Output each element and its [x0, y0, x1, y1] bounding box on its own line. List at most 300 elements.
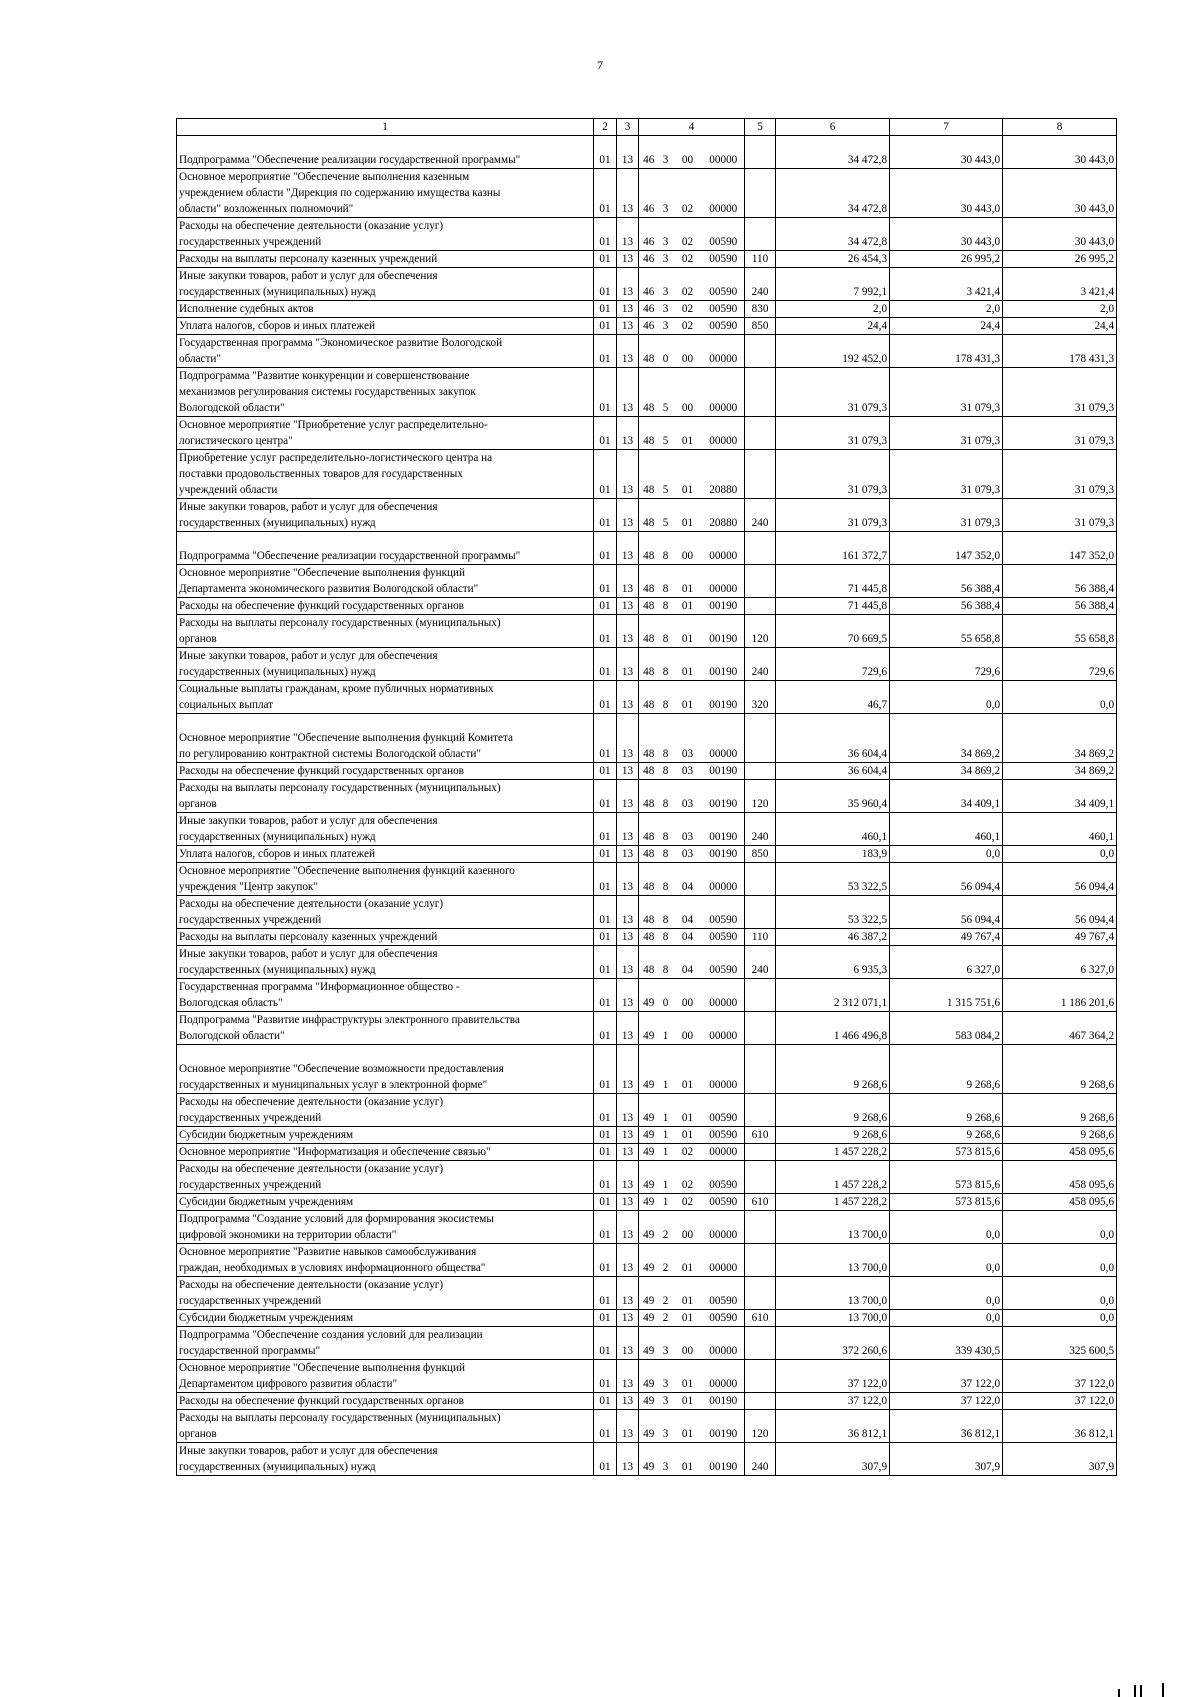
razdel-cell: 01 [594, 532, 617, 565]
item-name-line: Расходы на выплаты персоналу казенных учреждений [179, 253, 438, 265]
event-code-cell: 01 [673, 1045, 703, 1094]
item-name-line: Расходы на обеспечение функций государственных органов [179, 600, 464, 612]
item-name-cell [177, 318, 594, 335]
event-code-cell: 01 [673, 565, 703, 598]
expense-type-cell [745, 1012, 776, 1045]
podrazdel-cell: 13 [617, 1277, 639, 1310]
amount-col7-cell: 34 869,2 [890, 763, 1003, 780]
item-name-line: Основное мероприятие "Обеспечение выполнения функций Комитета [179, 732, 514, 744]
item-name-line: Подпрограмма "Обеспечение создания условий для реализации [179, 1329, 483, 1341]
header-cell-6: 6 [776, 119, 890, 136]
item-name-cell [177, 218, 594, 251]
amount-col7-cell: 31 079,3 [890, 368, 1003, 417]
expense-type-cell [745, 1211, 776, 1244]
program-code-cell: 49 [639, 1127, 659, 1144]
expense-type-cell [745, 598, 776, 615]
item-name-line: Подпрограмма "Развитие инфраструктуры электронного правительства [179, 1014, 520, 1026]
amount-col8-cell: 0,0 [1003, 1277, 1117, 1310]
amount-col8-cell: 55 658,8 [1003, 615, 1117, 648]
subprogram-code-cell: 5 [659, 450, 673, 499]
razdel-cell: 01 [594, 863, 617, 896]
amount-col8-cell: 0,0 [1003, 1244, 1117, 1277]
podrazdel-cell: 13 [617, 863, 639, 896]
amount-col6-cell: 307,9 [776, 1443, 890, 1476]
amount-col7-cell: 178 431,3 [890, 335, 1003, 368]
razdel-cell: 01 [594, 335, 617, 368]
item-name-line: Расходы на обеспечение функций государственных органов [179, 1395, 464, 1407]
program-code-cell: 48 [639, 450, 659, 499]
event-code-cell: 02 [673, 251, 703, 268]
podrazdel-cell: 13 [617, 136, 639, 169]
expense-type-cell [745, 368, 776, 417]
event-code-cell: 02 [673, 218, 703, 251]
table-row [177, 450, 1117, 499]
amount-col7-cell: 573 815,6 [890, 1144, 1003, 1161]
item-name-line: Расходы на выплаты персоналу государственных (муниципальных) [179, 1412, 501, 1424]
razdel-cell: 01 [594, 714, 617, 763]
razdel-cell: 01 [594, 1327, 617, 1360]
table-row [177, 368, 1117, 417]
direction-code-cell: 20880 [703, 450, 745, 499]
item-name-line: Подпрограмма "Создание условий для формирования экосистемы [179, 1213, 494, 1225]
podrazdel-cell: 13 [617, 1327, 639, 1360]
event-code-cell: 03 [673, 846, 703, 863]
item-name-cell [177, 1144, 594, 1161]
amount-col7-cell: 56 094,4 [890, 896, 1003, 929]
item-name-cell [177, 615, 594, 648]
subprogram-code-cell: 0 [659, 979, 673, 1012]
podrazdel-cell: 13 [617, 763, 639, 780]
program-code-cell: 48 [639, 532, 659, 565]
subprogram-code-cell: 0 [659, 335, 673, 368]
amount-col7-cell: 56 388,4 [890, 565, 1003, 598]
expense-type-cell [745, 335, 776, 368]
amount-col6-cell: 1 457 228,2 [776, 1144, 890, 1161]
amount-col8-cell: 458 095,6 [1003, 1194, 1117, 1211]
subprogram-code-cell: 8 [659, 763, 673, 780]
event-code-cell: 02 [673, 318, 703, 335]
table-row [177, 565, 1117, 598]
amount-col7-cell: 30 443,0 [890, 218, 1003, 251]
item-name-line: органов [179, 798, 217, 810]
expense-type-cell: 240 [745, 268, 776, 301]
page-number: 7 [597, 58, 603, 72]
item-name-cell [177, 714, 594, 763]
item-name-line: поставки продовольственных товаров для государственных [179, 468, 463, 480]
program-code-cell: 46 [639, 136, 659, 169]
amount-col6-cell: 36 812,1 [776, 1410, 890, 1443]
amount-col8-cell: 30 443,0 [1003, 169, 1117, 218]
event-code-cell: 00 [673, 532, 703, 565]
expense-type-cell [745, 532, 776, 565]
amount-col7-cell: 2,0 [890, 301, 1003, 318]
item-name-line: органов [179, 1428, 217, 1440]
amount-col8-cell: 1 186 201,6 [1003, 979, 1117, 1012]
amount-col8-cell: 36 812,1 [1003, 1410, 1117, 1443]
direction-code-cell: 00590 [703, 929, 745, 946]
expense-type-cell [745, 714, 776, 763]
subprogram-code-cell: 3 [659, 251, 673, 268]
expense-type-cell: 850 [745, 846, 776, 863]
program-code-cell: 49 [639, 1410, 659, 1443]
event-code-cell: 00 [673, 1211, 703, 1244]
header-row [177, 119, 1117, 136]
event-code-cell: 01 [673, 1277, 703, 1310]
amount-col8-cell: 34 869,2 [1003, 763, 1117, 780]
event-code-cell: 03 [673, 780, 703, 813]
program-code-cell: 49 [639, 1094, 659, 1127]
program-code-cell: 48 [639, 565, 659, 598]
program-code-cell: 46 [639, 268, 659, 301]
amount-col6-cell: 13 700,0 [776, 1277, 890, 1310]
program-code-cell: 49 [639, 1443, 659, 1476]
razdel-cell: 01 [594, 1045, 617, 1094]
item-name-cell [177, 979, 594, 1012]
table-row [177, 1194, 1117, 1211]
item-name-line: Иные закупки товаров, работ и услуг для обеспечения [179, 650, 438, 662]
item-name-line: государственных (муниципальных) нужд [179, 1461, 376, 1473]
item-name-line: Исполнение судебных актов [179, 303, 314, 315]
program-code-cell: 48 [639, 780, 659, 813]
amount-col8-cell: 460,1 [1003, 813, 1117, 846]
razdel-cell: 01 [594, 1393, 617, 1410]
amount-col7-cell: 147 352,0 [890, 532, 1003, 565]
podrazdel-cell: 13 [617, 318, 639, 335]
item-name-cell [177, 251, 594, 268]
table-row [177, 1443, 1117, 1476]
program-code-cell: 49 [639, 1310, 659, 1327]
razdel-cell: 01 [594, 896, 617, 929]
table-row [177, 681, 1117, 714]
subprogram-code-cell: 8 [659, 896, 673, 929]
subprogram-code-cell: 3 [659, 1360, 673, 1393]
amount-col8-cell: 37 122,0 [1003, 1360, 1117, 1393]
amount-col6-cell: 372 260,6 [776, 1327, 890, 1360]
podrazdel-cell: 13 [617, 896, 639, 929]
expense-type-cell: 240 [745, 499, 776, 532]
direction-code-cell: 00590 [703, 1277, 745, 1310]
amount-col7-cell: 37 122,0 [890, 1360, 1003, 1393]
event-code-cell: 01 [673, 1094, 703, 1127]
program-code-cell: 48 [639, 929, 659, 946]
item-name-cell [177, 1161, 594, 1194]
item-name-line: Государственная программа "Информационное общество - [179, 981, 460, 993]
scan-mark [1114, 1681, 1174, 1697]
subprogram-code-cell: 2 [659, 1310, 673, 1327]
item-name-line: Расходы на выплаты персоналу государственных (муниципальных) [179, 782, 501, 794]
podrazdel-cell: 13 [617, 251, 639, 268]
item-name-cell [177, 598, 594, 615]
item-name-line: Уплата налогов, сборов и иных платежей [179, 320, 375, 332]
event-code-cell: 02 [673, 268, 703, 301]
item-name-line: Основное мероприятие "Информатизация и обеспечение связью" [179, 1146, 491, 1158]
podrazdel-cell: 13 [617, 1144, 639, 1161]
amount-col6-cell: 2,0 [776, 301, 890, 318]
podrazdel-cell: 13 [617, 1211, 639, 1244]
item-name-cell [177, 1310, 594, 1327]
program-code-cell: 49 [639, 1211, 659, 1244]
direction-code-cell: 00000 [703, 136, 745, 169]
amount-col8-cell: 31 079,3 [1003, 499, 1117, 532]
podrazdel-cell: 13 [617, 1045, 639, 1094]
program-code-cell: 49 [639, 1045, 659, 1094]
item-name-cell [177, 1127, 594, 1144]
amount-col6-cell: 7 992,1 [776, 268, 890, 301]
table-row [177, 1410, 1117, 1443]
razdel-cell: 01 [594, 368, 617, 417]
event-code-cell: 04 [673, 946, 703, 979]
program-code-cell: 48 [639, 648, 659, 681]
program-code-cell: 48 [639, 846, 659, 863]
razdel-cell: 01 [594, 169, 617, 218]
amount-col7-cell: 34 869,2 [890, 714, 1003, 763]
amount-col6-cell: 70 669,5 [776, 615, 890, 648]
expense-type-cell [745, 1144, 776, 1161]
expense-type-cell [745, 1327, 776, 1360]
expense-type-cell [745, 417, 776, 450]
amount-col8-cell: 9 268,6 [1003, 1127, 1117, 1144]
table-row [177, 615, 1117, 648]
program-code-cell: 48 [639, 615, 659, 648]
item-name-line: государственной программы" [179, 1345, 321, 1357]
podrazdel-cell: 13 [617, 1410, 639, 1443]
direction-code-cell: 00190 [703, 1410, 745, 1443]
direction-code-cell: 00590 [703, 1127, 745, 1144]
item-name-cell [177, 863, 594, 896]
event-code-cell: 01 [673, 450, 703, 499]
amount-col6-cell: 31 079,3 [776, 499, 890, 532]
amount-col8-cell: 30 443,0 [1003, 136, 1117, 169]
expense-type-cell: 240 [745, 946, 776, 979]
podrazdel-cell: 13 [617, 417, 639, 450]
item-name-line: государственных (муниципальных) нужд [179, 666, 376, 678]
item-name-line: области" [179, 353, 221, 365]
expense-type-cell: 830 [745, 301, 776, 318]
item-name-line: Расходы на обеспечение деятельности (оказание услуг) [179, 1279, 444, 1291]
event-code-cell: 00 [673, 1012, 703, 1045]
program-code-cell: 46 [639, 169, 659, 218]
subprogram-code-cell: 2 [659, 1211, 673, 1244]
table-row [177, 979, 1117, 1012]
program-code-cell: 48 [639, 863, 659, 896]
podrazdel-cell: 13 [617, 268, 639, 301]
item-name-line: Субсидии бюджетным учреждениям [179, 1196, 354, 1208]
item-name-line: Вологодской области" [179, 1030, 285, 1042]
amount-col7-cell: 0,0 [890, 1310, 1003, 1327]
amount-col7-cell: 0,0 [890, 681, 1003, 714]
subprogram-code-cell: 8 [659, 565, 673, 598]
item-name-line: Приобретение услуг распределительно-логистического центра на [179, 452, 493, 464]
table-row [177, 598, 1117, 615]
amount-col6-cell: 1 457 228,2 [776, 1161, 890, 1194]
amount-col7-cell: 34 409,1 [890, 780, 1003, 813]
razdel-cell: 01 [594, 1310, 617, 1327]
amount-col6-cell: 35 960,4 [776, 780, 890, 813]
podrazdel-cell: 13 [617, 1310, 639, 1327]
direction-code-cell: 00590 [703, 1310, 745, 1327]
table-row [177, 251, 1117, 268]
expense-type-cell [745, 863, 776, 896]
program-code-cell: 48 [639, 813, 659, 846]
table-row [177, 1277, 1117, 1310]
direction-code-cell: 00000 [703, 1144, 745, 1161]
podrazdel-cell: 13 [617, 946, 639, 979]
event-code-cell: 02 [673, 169, 703, 218]
subprogram-code-cell: 8 [659, 598, 673, 615]
header-cell-7: 7 [890, 119, 1003, 136]
item-name-cell [177, 450, 594, 499]
razdel-cell: 01 [594, 1194, 617, 1211]
expense-type-cell [745, 1094, 776, 1127]
amount-col6-cell: 26 454,3 [776, 251, 890, 268]
item-name-line: Иные закупки товаров, работ и услуг для обеспечения [179, 815, 438, 827]
amount-col7-cell: 573 815,6 [890, 1194, 1003, 1211]
expense-type-cell [745, 1360, 776, 1393]
direction-code-cell: 00000 [703, 1244, 745, 1277]
table-row [177, 1127, 1117, 1144]
amount-col7-cell: 56 388,4 [890, 598, 1003, 615]
direction-code-cell: 00000 [703, 1045, 745, 1094]
expense-type-cell [745, 979, 776, 1012]
item-name-cell [177, 268, 594, 301]
item-name-line: органов [179, 633, 217, 645]
item-name-line: учреждением области "Дирекция по содержанию имущества казны [179, 187, 501, 199]
amount-col7-cell: 36 812,1 [890, 1410, 1003, 1443]
direction-code-cell: 00190 [703, 1443, 745, 1476]
razdel-cell: 01 [594, 1127, 617, 1144]
table-row [177, 780, 1117, 813]
razdel-cell: 01 [594, 301, 617, 318]
item-name-line: Расходы на выплаты персоналу казенных учреждений [179, 931, 438, 943]
expense-type-cell [745, 1393, 776, 1410]
amount-col6-cell: 161 372,7 [776, 532, 890, 565]
item-name-line: государственных учреждений [179, 1112, 322, 1124]
program-code-cell: 46 [639, 301, 659, 318]
amount-col8-cell: 0,0 [1003, 846, 1117, 863]
amount-col6-cell: 2 312 071,1 [776, 979, 890, 1012]
podrazdel-cell: 13 [617, 1127, 639, 1144]
item-name-line: Департамента экономического развития Вологодской области" [179, 583, 479, 595]
amount-col6-cell: 24,4 [776, 318, 890, 335]
expense-type-cell: 120 [745, 1410, 776, 1443]
item-name-line: государственных (муниципальных) нужд [179, 964, 376, 976]
expense-type-cell: 240 [745, 813, 776, 846]
expense-type-cell: 240 [745, 648, 776, 681]
amount-col7-cell: 307,9 [890, 1443, 1003, 1476]
subprogram-code-cell: 3 [659, 169, 673, 218]
header-cell-3: 3 [617, 119, 639, 136]
table-row [177, 1360, 1117, 1393]
podrazdel-cell: 13 [617, 598, 639, 615]
event-code-cell: 01 [673, 1360, 703, 1393]
item-name-cell [177, 1045, 594, 1094]
direction-code-cell: 00190 [703, 763, 745, 780]
item-name-cell [177, 1360, 594, 1393]
direction-code-cell: 00590 [703, 268, 745, 301]
amount-col8-cell: 26 995,2 [1003, 251, 1117, 268]
item-name-line: Расходы на обеспечение функций государственных органов [179, 765, 464, 777]
table-row [177, 1094, 1117, 1127]
header-cell-4: 4 [639, 119, 745, 136]
subprogram-code-cell: 2 [659, 1277, 673, 1310]
direction-code-cell: 00000 [703, 714, 745, 763]
expense-type-cell [745, 1045, 776, 1094]
expense-type-cell: 110 [745, 251, 776, 268]
amount-col8-cell: 307,9 [1003, 1443, 1117, 1476]
subprogram-code-cell: 5 [659, 499, 673, 532]
podrazdel-cell: 13 [617, 532, 639, 565]
table-row [177, 863, 1117, 896]
subprogram-code-cell: 3 [659, 218, 673, 251]
amount-col6-cell: 6 935,3 [776, 946, 890, 979]
razdel-cell: 01 [594, 929, 617, 946]
item-name-line: Основное мероприятие "Обеспечение выполнения функций [179, 567, 466, 579]
amount-col7-cell: 583 084,2 [890, 1012, 1003, 1045]
program-code-cell: 46 [639, 318, 659, 335]
expense-type-cell [745, 450, 776, 499]
amount-col7-cell: 9 268,6 [890, 1127, 1003, 1144]
item-name-cell [177, 335, 594, 368]
razdel-cell: 01 [594, 1161, 617, 1194]
razdel-cell: 01 [594, 615, 617, 648]
event-code-cell: 04 [673, 929, 703, 946]
podrazdel-cell: 13 [617, 1161, 639, 1194]
program-code-cell: 49 [639, 1161, 659, 1194]
amount-col6-cell: 34 472,8 [776, 218, 890, 251]
program-code-cell: 48 [639, 368, 659, 417]
direction-code-cell: 00000 [703, 1360, 745, 1393]
direction-code-cell: 00590 [703, 218, 745, 251]
event-code-cell: 04 [673, 896, 703, 929]
direction-code-cell: 00000 [703, 169, 745, 218]
item-name-line: Иные закупки товаров, работ и услуг для обеспечения [179, 501, 438, 513]
amount-col7-cell: 30 443,0 [890, 136, 1003, 169]
item-name-line: Иные закупки товаров, работ и услуг для обеспечения [179, 1445, 438, 1457]
item-name-line: учреждения "Центр закупок" [179, 881, 318, 893]
podrazdel-cell: 13 [617, 169, 639, 218]
razdel-cell: 01 [594, 1277, 617, 1310]
amount-col8-cell: 34 869,2 [1003, 714, 1117, 763]
expense-type-cell [745, 763, 776, 780]
amount-col8-cell: 34 409,1 [1003, 780, 1117, 813]
event-code-cell: 01 [673, 499, 703, 532]
program-code-cell: 48 [639, 714, 659, 763]
event-code-cell: 00 [673, 979, 703, 1012]
amount-col6-cell: 34 472,8 [776, 136, 890, 169]
subprogram-code-cell: 8 [659, 648, 673, 681]
program-code-cell: 48 [639, 763, 659, 780]
item-name-line: социальных выплат [179, 699, 274, 711]
event-code-cell: 03 [673, 714, 703, 763]
amount-col8-cell: 178 431,3 [1003, 335, 1117, 368]
table-row [177, 318, 1117, 335]
expense-type-cell [745, 1277, 776, 1310]
amount-col8-cell: 729,6 [1003, 648, 1117, 681]
event-code-cell: 02 [673, 1161, 703, 1194]
item-name-line: учреждений области [179, 484, 278, 496]
subprogram-code-cell: 8 [659, 615, 673, 648]
razdel-cell: 01 [594, 268, 617, 301]
amount-col8-cell: 0,0 [1003, 1211, 1117, 1244]
table-row [177, 1012, 1117, 1045]
amount-col6-cell: 71 445,8 [776, 565, 890, 598]
amount-col8-cell: 24,4 [1003, 318, 1117, 335]
podrazdel-cell: 13 [617, 1194, 639, 1211]
razdel-cell: 01 [594, 1244, 617, 1277]
razdel-cell: 01 [594, 780, 617, 813]
amount-col8-cell: 49 767,4 [1003, 929, 1117, 946]
program-code-cell: 49 [639, 1277, 659, 1310]
